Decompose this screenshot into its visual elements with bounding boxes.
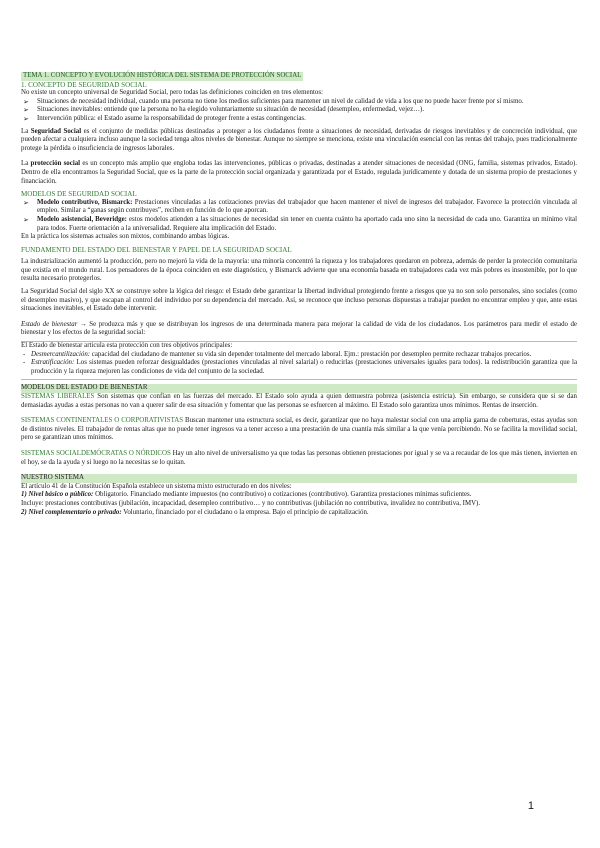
models-list (21, 199, 577, 233)
document-body (21, 72, 577, 517)
level-1-includes: Incluye: prestaciones contributivas (jubilación, incapacidad, desempleo contributivo… y no contributivas (jubilación no contributiva, invalidez no contributiva, IMV). (21, 499, 481, 507)
concept-intro: No existe un concepto universal de Seguridad Social, pero todas las definiciones coinciden en tres elementos: (21, 89, 323, 97)
chapter-title: TEMA 1. CONCEPTO Y EVOLUCIÓN HISTÓRICA DEL SISTEMA DE PROTECCIÓN SOCIAL (23, 72, 302, 79)
level-2-paragraph: 2) Nivel complementario o privado: Voluntario, financiado por el ciudadano o la empresa. Bajo el principio de capitalización. (21, 508, 369, 516)
section-heading-concept: 1. CONCEPTO DE SEGURIDAD SOCIAL (21, 80, 147, 89)
arrow-bullet-icon: ➢ (23, 198, 29, 207)
nordic-systems-paragraph: SISTEMAS SOCIALDEMÓCRATAS O NÓRDICOS Hay un alto nivel de universalismo ya que todas las personas obtienen prestaciones por igual y se va a recaudar de los que más tienen, invierten en el hoy, se da la ayuda y si luego no la necesitas se lo quitan. (21, 449, 577, 466)
fundament-paragraph-2: La Seguridad Social del siglo XX se construye sobre la lógica del riesgo: el Estado debe garantizar la libertad individual protegiendo frente a riesgos que ya no son solo personales, sino sociales (como el desempleo masivo), y que escapan al control del individuo por su dependencia del mercado. Así, se reconoce que incluso personas dispuestas a trabajar pueden no encontrar empleo y que, ante estas situaciones inevitables, el Estado debe intervenir. (21, 288, 577, 313)
liberal-systems-paragraph: SISTEMAS LIBERALES Son sistemas que confían en las fuerzas del mercado. El Estado solo ayuda a quien demuestra pobreza (asistencia estricta). Sin embargo, se considera que si se dan demasiadas ayudas a estas personas no van a querer salir de esa situación y fomentar que las personas se esfuercen al máximo. El Estado solo garantiza unos mínimos. Rentas de inserción. (21, 393, 577, 409)
list-item: - Desmercantilización: capacidad del ciudadano de mantener su vida sin depender totalmente del mercado laboral. Ejm.: prestación por desempleo permite rechazar trabajos precarios. (23, 350, 532, 358)
list-item: ➢ Intervención pública: el Estado asume la responsabilidad de proteger frente a estas contingencias. (23, 114, 306, 123)
section-heading-our-system: NUESTRO SISTEMA (21, 474, 577, 483)
list-item: - Estratificación: Los sistemas pueden reforzar desigualdades (prestaciones vinculadas al nivel salarial) o reducirlas (prestaciones universales iguales para todos). la redistribución garantiza que la producción y la riqueza mejoren las condiciones de vida del conjunto de la sociedad. (23, 359, 577, 375)
section-heading-fundament: FUNDAMENTO DEL ESTADO DEL BIENESTAR Y PAPEL DE LA SEGURIDAD SOCIAL (21, 245, 292, 254)
continental-systems-paragraph: SISTEMAS CONTINENTALES O CORPORATIVISTAS Buscan mantener una estructura social, es decir, garantizar que no haya malestar social con una amplia gama de coberturas, estas ayudas son de distintos niveles. El trabajador de rentas altas que no puede tener ingresos va a tener acceso a una prestación de una cuantía más similar a la que venía percibiendo. No se facilita la movilidad social, pero se garantizan unos mínimos. (21, 417, 577, 442)
arrow-bullet-icon: ➢ (23, 215, 29, 224)
arrow-bullet-icon: ➢ (23, 106, 29, 115)
arrow-bullet-icon: ➢ (23, 97, 29, 106)
welfare-state-paragraph: Estado de bienestar → Se produzca más y que se distribuyan los ingresos de una determinada manera para mejorar la calidad de vida de los ciudadanos. Los parámetros para medir el estado de bienestar y los efectos de la seguridad social: (21, 320, 577, 337)
arrow-bullet-icon: ➢ (23, 114, 29, 123)
list-item: ➢ Situaciones inevitables: entiende que la persona no ha elegido voluntariamente su situación de necesidad (desempleo, enfermedad, vejez…). (23, 106, 425, 115)
our-system-intro: El artículo 41 de la Constitución Española establece un sistema mixto estructurado en dos niveles: (21, 482, 292, 490)
models-closing: En la práctica los sistemas actuales son mixtos, combinando ambas lógicas. (21, 233, 230, 241)
level-1-paragraph: 1) Nivel básico o público: Obligatorio. Financiado mediante impuestos (no contributivo) o cotizaciones (contributivo). Garantiza prestaciones mínimas suficientes. (21, 491, 472, 499)
social-security-definition: La Seguridad Social es el conjunto de medidas públicas destinadas a proteger a los ciudadanos frente a situaciones de necesidad, derivadas de riesgos inevitables y de concreción individual, que pueden afectar a cualquiera incluso aunque la sociedad tenga altos niveles de bienestar. Aunque no siempre se menciona, existe una vinculación esencial con las rentas del trabajo, pues tradicionalmente protege la pérdida o insuficiencia de ingresos laborales. (21, 127, 578, 152)
social-protection-definition: La protección social es un concepto más amplio que engloba todas las intervenciones, públicas o privadas, destinadas a atender situaciones de necesidad (ONG, familia, sistemas privados, Estado). Dentro de ella encontramos la Seguridad Social, que es la parte de la protección social organizada y garantizada por el Estado, regulada jurídicamente y dotada de un sistema propio de prestaciones y financiación. (21, 160, 577, 185)
list-item: ➢ Modelo contributivo, Bismarck: Prestaciones vinculadas a las cotizaciones previas del trabajador que hacen mantener el nivel de ingresos del trabajador. Favorece la protección vinculada al empleo. Similar a “ganas según contribuyes”, reciben en función de lo que aporcan. (23, 198, 577, 215)
welfare-objectives-list (21, 351, 577, 377)
concept-elements-list (21, 98, 577, 124)
welfare-objectives-intro: El Estado de bienestar articula esta protección con tres objetivos principales: (21, 342, 233, 350)
list-item: ➢ Situaciones de necesidad individual, cuando una persona no tiene los medios suficientes para mantener un nivel de calidad de vida a los que no puede hacer frente por sí mismo. (23, 97, 524, 106)
section-heading-welfare-models: MODELOS DEL ESTADO DE BIENESTAR (21, 384, 577, 393)
page-number: 1 (527, 800, 534, 812)
list-item: ➢ Modelo asistencial, Beveridge: estos modelos atienden a las situaciones de necesidad sin tener en cuenta cuánto ha aportado cada uno sino la necesidad de cada uno. Garantiza un mínimo vital para todos. Fuerte orientación a la universalidad. Requiere alta implicación del Estado. (23, 215, 577, 232)
fundament-paragraph-1: La industrialización aumentó la producción, pero no mejoró la vida de la mayoría: una minoría concentró la riqueza y los trabajadores quedaron en pobreza, además de perder la protección comunitaria que existía en el mundo rural. Los pensadores de la época coinciden en este diagnóstico, y Bismarck advierte que una economía basada en trabajadores cada vez más pobres es insostenible, por lo que resulta necesario protegerlos. (21, 258, 577, 283)
section-heading-models: MODELOS DE SEGURIDAD SOCIAL (21, 190, 137, 199)
